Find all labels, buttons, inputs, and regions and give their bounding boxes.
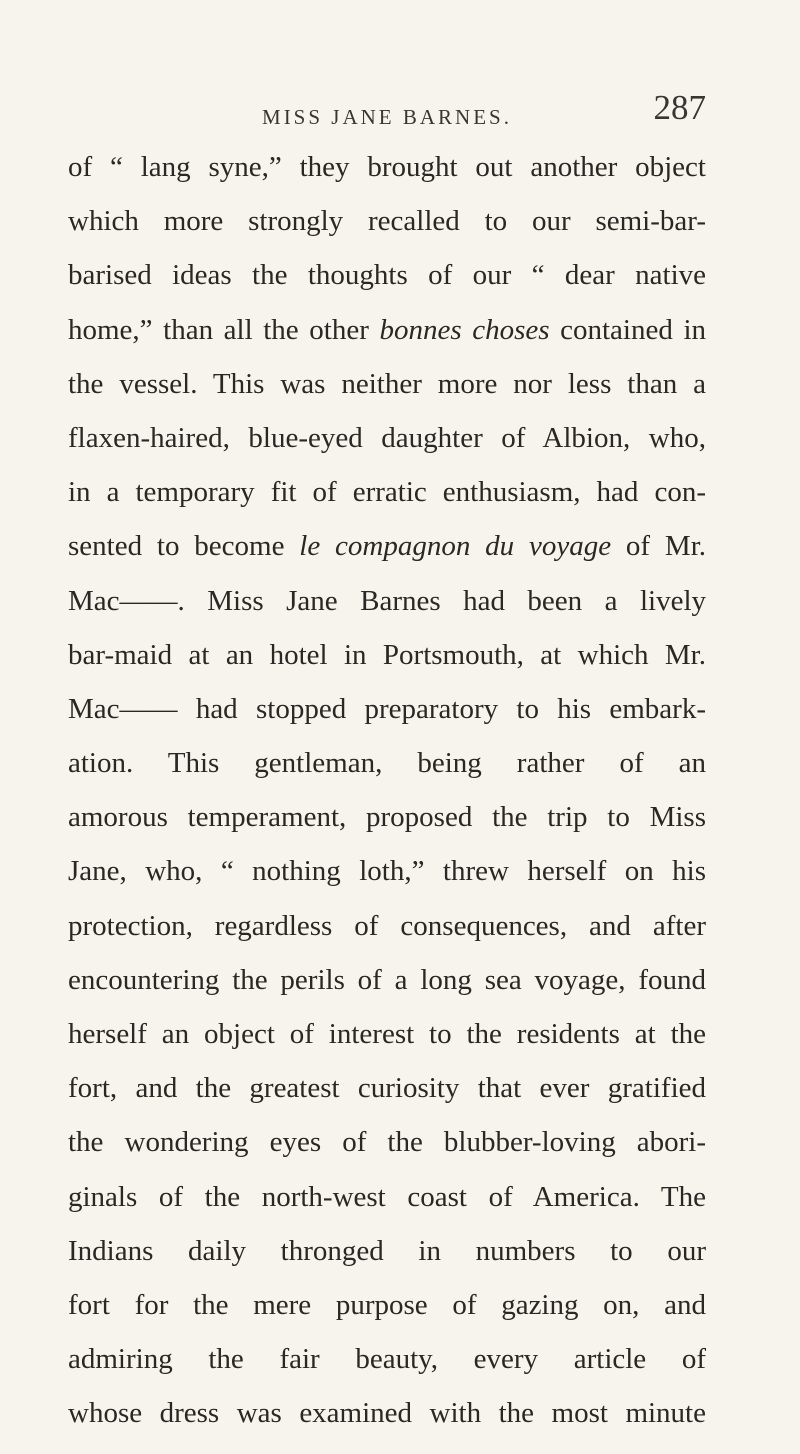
text-line [68, 1386, 706, 1440]
text-segment: fort for the mere purpose of gazing on, and [68, 1288, 706, 1321]
italic-phrase: le compagnon du voyage [299, 530, 612, 563]
text-line [68, 140, 706, 194]
text-line [68, 1170, 706, 1224]
text-line [68, 1278, 706, 1332]
text-segment: of “ lang syne,” they brought out another object [68, 151, 706, 183]
text-segment: Indians daily thronged in numbers to our [68, 1234, 706, 1267]
text-line [68, 899, 706, 953]
text-line [68, 953, 706, 1007]
text-line [68, 1007, 706, 1061]
text-segment: Mac——. Miss Jane Barnes had been a lively [68, 584, 706, 617]
text-segment: ation. This gentleman, being rather of an [68, 747, 706, 780]
text-segment: whose dress was examined with the most minute [68, 1397, 706, 1430]
text-line [68, 1332, 706, 1386]
text-segment: herself an object of interest to the residents at the [68, 1018, 706, 1050]
text-segment: flaxen-haired, blue-eyed daughter of Albion, who, [68, 421, 706, 454]
text-segment: Mac—— had stopped preparatory to his embark- [68, 692, 706, 725]
text-segment: Jane, who, “ nothing loth,” threw herself on his [68, 855, 706, 888]
text-line [68, 790, 706, 844]
text-line [68, 736, 706, 790]
text-segment: the vessel. This was neither more nor less than a [68, 367, 706, 400]
text-line [68, 844, 706, 898]
text-line [68, 357, 706, 411]
text-segment: barised ideas the thoughts of our “ dear native [68, 259, 706, 292]
page-header [68, 88, 706, 138]
text-line [68, 574, 706, 628]
text-segment: fort, and the greatest curiosity that ever gratified [68, 1072, 706, 1105]
text-line [68, 1061, 706, 1115]
text-segment: in a temporary fit of erratic enthusiasm, had con- [68, 476, 706, 509]
text-segment: protection, regardless of consequences, and after [68, 909, 706, 942]
text-line [68, 519, 706, 573]
text-line [68, 1224, 706, 1278]
text-segment: contained in [549, 313, 707, 346]
text-segment: the wondering eyes of the blubber-loving abori- [68, 1126, 706, 1159]
text-line [68, 194, 706, 248]
text-segment: of Mr. [611, 530, 706, 563]
text-line [68, 1115, 706, 1169]
text-segment: amorous temperament, proposed the trip to Miss [68, 801, 706, 834]
page-number: 287 [653, 88, 706, 127]
text-segment: which more strongly recalled to our semi-bar- [68, 205, 706, 238]
text-segment: admiring the fair beauty, every article of [68, 1343, 706, 1376]
text-line [68, 411, 706, 465]
body-text [68, 140, 706, 1441]
text-line [68, 628, 706, 682]
italic-phrase: bonnes choses [379, 313, 550, 346]
text-segment: home,” than all the other [68, 313, 380, 346]
running-head: MISS JANE BARNES. [262, 105, 512, 129]
text-segment: sented to become [68, 530, 300, 563]
text-segment: encountering the perils of a long sea voyage, found [68, 963, 706, 996]
text-line [68, 465, 706, 519]
text-line [68, 682, 706, 736]
text-segment: ginals of the north-west coast of America. The [68, 1180, 706, 1213]
text-segment: bar-maid at an hotel in Portsmouth, at which Mr. [68, 638, 706, 671]
text-line [68, 248, 706, 302]
text-line [68, 303, 706, 357]
